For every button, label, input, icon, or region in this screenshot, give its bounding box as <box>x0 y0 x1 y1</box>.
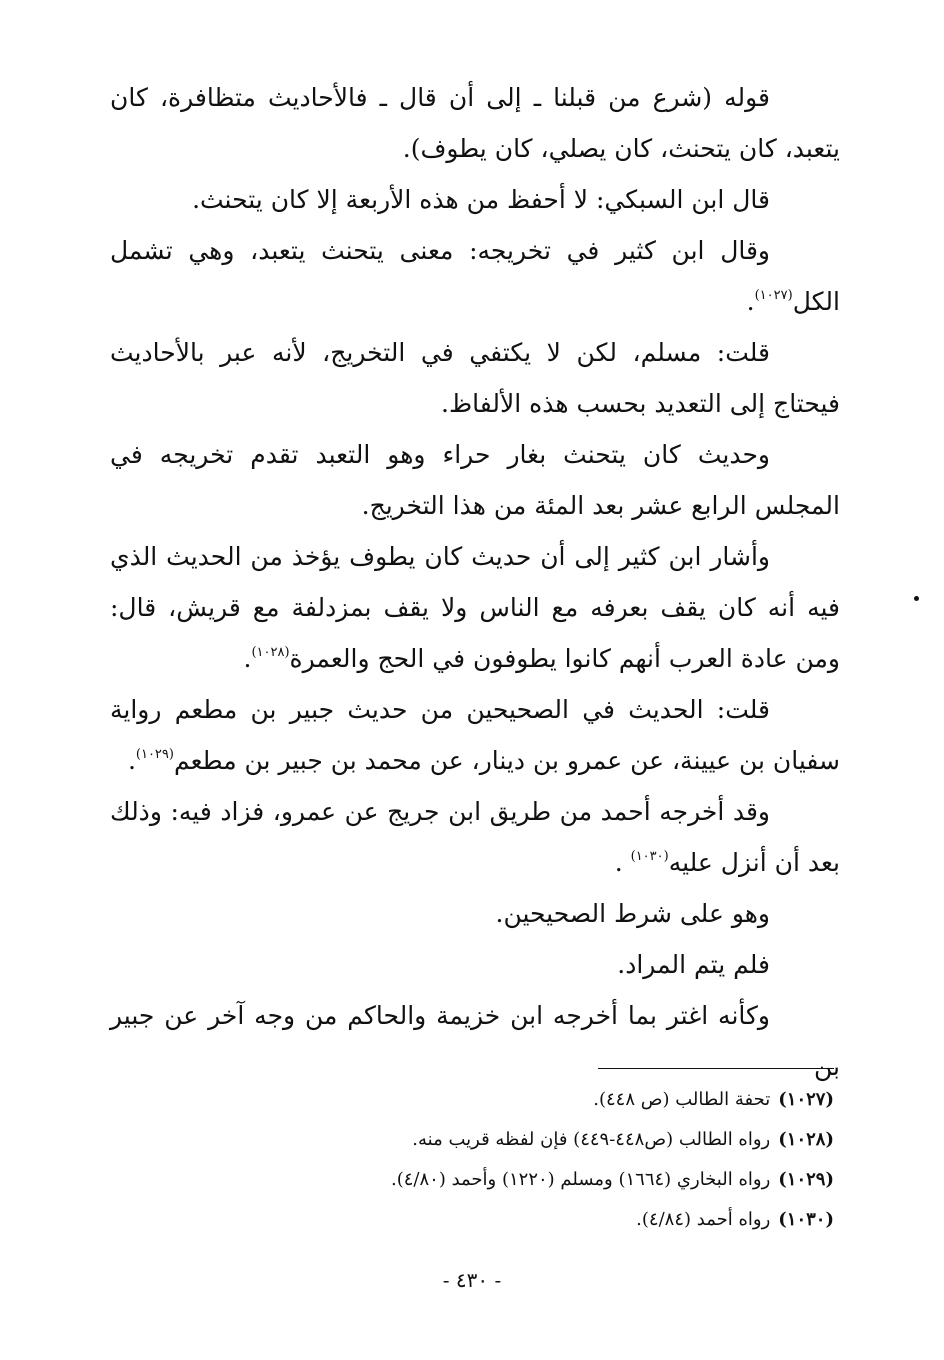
footnote-text: رواه الطالب (ص٤٤٨-٤٤٩) فإن لفظه قريب منه. <box>412 1129 771 1150</box>
footnote-text: رواه أحمد (٤/٨٤). <box>636 1209 771 1230</box>
footnote-number: (١٠٢٩) <box>778 1169 834 1190</box>
footnote-ref-1030[interactable]: (١٠٣٠) <box>630 849 669 864</box>
paragraph: قوله (شرع من قبلنا ـ إلى أن قال ـ فالأحاديث متظافرة، كان يتعبد، كان يتحنث، كان يصلي، كان يطوف). <box>110 83 840 163</box>
period: . <box>746 287 755 316</box>
paragraph: قلت: مسلم، لكن لا يكتفي في التخريج، لأنه عبر بالأحاديث فيحتاج إلى التعديد بحسب هذه الألفاظ. <box>110 338 840 418</box>
footnotes <box>200 1080 834 1240</box>
paragraph <box>110 684 840 786</box>
paragraph-text: وأشار ابن كثير إلى أن حديث كان يطوف يؤخذ من الحديث الذي فيه أنه كان يقف بعرفه مع الناس ولا يقف بمزدلفة مع قريش، قال: ومن عادة العرب أنهم كانوا يطوفون في الحج والعمرة <box>110 542 840 673</box>
paragraph: وحديث كان يتحنث بغار حراء وهو التعبد تقدم تخريجه في المجلس الرابع عشر بعد المئة من هذا التخريج. <box>110 440 840 520</box>
period: . <box>243 644 252 673</box>
paragraph-text: قلت: الحديث في الصحيحين من حديث جبير بن مطعم رواية سفيان بن عيينة، عن عمرو بن دينار، عن محمد بن جبير بن مطعم <box>110 695 840 775</box>
footnote-ref-1029[interactable]: (١٠٢٩) <box>135 747 174 762</box>
paragraph: قال ابن السبكي: لا أحفظ من هذه الأربعة إلا كان يتحنث. <box>192 185 770 214</box>
paragraph: وهو على شرط الصحيحين. <box>495 899 770 928</box>
footnote-1029 <box>200 1160 834 1200</box>
period: . <box>614 848 631 877</box>
footnote-number: (١٠٣٠) <box>778 1209 834 1230</box>
footnote-text: رواه البخاري (١٦٦٤) ومسلم (١٢٢٠) وأحمد (٤/٨٠). <box>391 1169 771 1190</box>
paragraph: وكأنه اغتر بما أخرجه ابن خزيمة والحاكم من وجه آخر عن جبير بن <box>110 1001 840 1081</box>
paragraph <box>110 531 840 684</box>
paragraph-text: وقد أخرجه أحمد من طريق ابن جريج عن عمرو، فزاد فيه: وذلك بعد أن أنزل عليه <box>110 797 840 877</box>
paragraph: فلم يتم المراد. <box>617 950 770 979</box>
page-number: - ٤٣٠ - <box>442 1268 502 1292</box>
period: . <box>127 746 136 775</box>
paragraph <box>110 786 840 888</box>
footnote-ref-1028[interactable]: (١٠٢٨) <box>251 645 290 660</box>
footnote-divider <box>598 1068 834 1069</box>
footnote-ref-1027[interactable]: (١٠٢٧) <box>754 288 793 303</box>
paragraph-text: وقال ابن كثير في تخريجه: معنى يتحنث يتعبد، وهي تشمل الكل <box>110 236 840 316</box>
footnote-text: تحفة الطالب (ص ٤٤٨). <box>593 1089 771 1110</box>
footnote-1028 <box>200 1120 834 1160</box>
paragraph <box>110 225 840 327</box>
footnote-1030 <box>200 1200 834 1240</box>
margin-dot <box>914 596 919 601</box>
footnote-number: (١٠٢٧) <box>778 1089 834 1110</box>
main-text <box>110 72 840 1092</box>
footnote-number: (١٠٢٨) <box>778 1129 834 1150</box>
footnote-1027 <box>200 1080 834 1120</box>
